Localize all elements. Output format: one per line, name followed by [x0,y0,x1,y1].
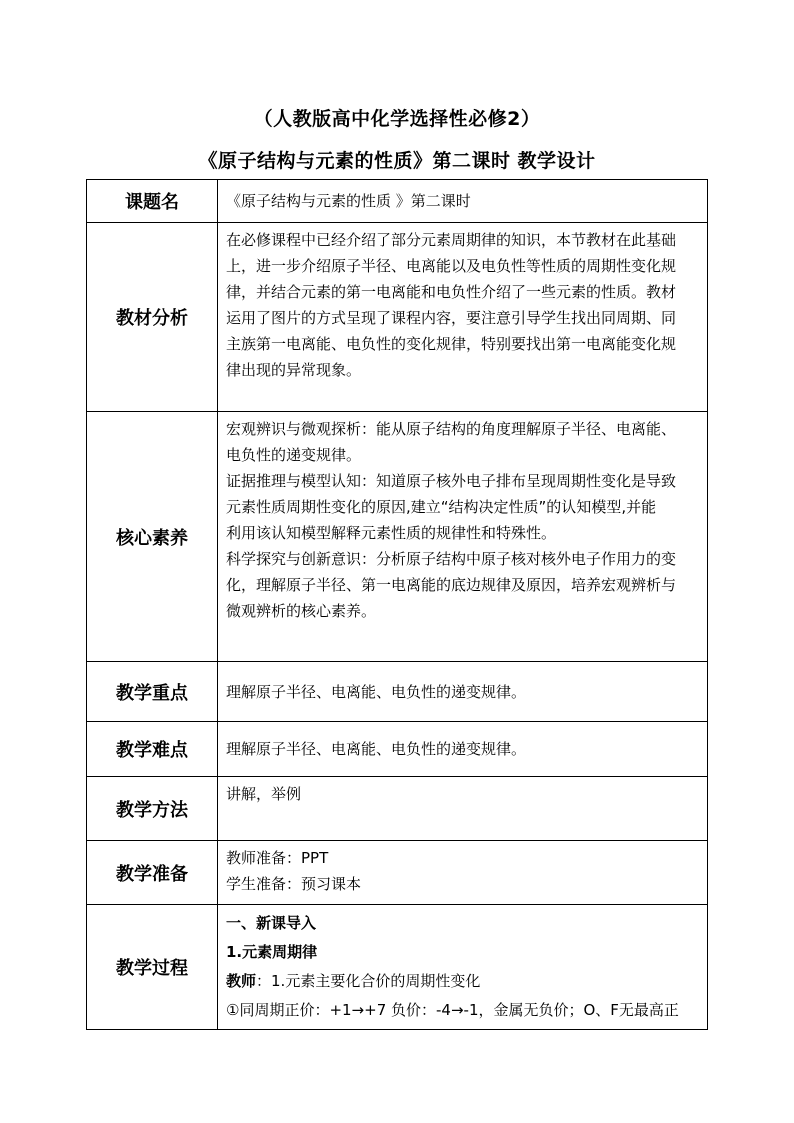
text-line: 上，进一步介绍原子半径、电离能以及电负性等性质的周期性变化规 [226,257,677,275]
teacher-prefix: 教师 [226,972,257,990]
text-line: 利用该认知模型解释元素性质的规律性和特殊性。 [226,524,557,542]
table-row-difficulties [87,722,708,777]
document-subtitle: （人教版高中化学选择性必修2） [253,108,541,130]
teacher-line-text: ：1.元素主要化合价的周期性变化 [256,972,481,990]
text-line: 在必修课程中已经介绍了部分元素周期律的知识，本节教材在此基础 [226,231,677,249]
difficulties-text: 理解原子半径、电离能、电负性的递变规律。 [218,722,708,777]
preparation-text [218,841,708,905]
text-line: 运用了图片的方式呈现了课程内容，要注意引导学生找出同周期、同 [226,309,677,327]
process-text [218,905,708,1030]
lesson-plan-table [86,179,708,1030]
text-line: 主族第一电离能、电负性的变化规律，特别要找出第一电离能变化规 [226,335,677,353]
text-line: 律，并结合元素的第一电离能和电负性介绍了一些元素的性质。教材 [226,283,677,301]
text-line: 宏观辨识与微观探析：能从原子结构的角度理解原子半径、电离能、 [226,420,677,438]
row-label-key-points: 教学重点 [87,662,218,722]
teacher-preparation: 教师准备：PPT [226,849,329,867]
text-line: 证据推理与模型认知：知道原子核外电子排布呈现周期性变化是导致 [226,472,677,490]
row-label-material-analysis: 教材分析 [87,223,218,412]
text-line: 元素性质周期性变化的原因,建立“结构决定性质”的认知模型,并能 [226,498,657,516]
teacher-line [226,967,701,996]
valence-line: ①同周期正价：+1→+7 负价：-4→-1，金属无负价；O、F无最高正 [226,1001,679,1019]
table-row-topic [87,180,708,223]
table-row-methods [87,777,708,841]
text-line: 微观辨析的核心素养。 [226,602,377,620]
row-label-core-literacy: 核心素养 [87,412,218,662]
text-line: 电负性的递变规律。 [226,446,362,464]
row-label-process: 教学过程 [87,905,218,1030]
row-label-difficulties: 教学难点 [87,722,218,777]
table-row-key-points [87,662,708,722]
row-label-preparation: 教学准备 [87,841,218,905]
row-label-topic: 课题名 [87,180,218,223]
text-line: 化，理解原子半径、第一电离能的底边规律及原因，培养宏观辨析与 [226,576,677,594]
document-title: 《原子结构与元素的性质》第二课时 教学设计 [198,150,596,172]
table-row-material-analysis [87,223,708,412]
student-preparation: 学生准备：预习课本 [226,875,362,893]
section-heading: 一、新课导入 [226,914,317,932]
methods-text: 讲解，举例 [218,777,708,841]
text-line: 科学探究与创新意识：分析原子结构中原子核对核外电子作用力的变 [226,550,677,568]
table-row-core-literacy [87,412,708,662]
core-literacy-text [218,412,708,662]
key-points-text: 理解原子半径、电离能、电负性的递变规律。 [218,662,708,722]
row-label-methods: 教学方法 [87,777,218,841]
topic-value: 《原子结构与元素的性质 》第二课时 [218,180,708,223]
subheading: 1.元素周期律 [226,943,318,961]
material-analysis-text [218,223,708,412]
table-row-process [87,905,708,1030]
table-row-preparation [87,841,708,905]
text-line: 律出现的异常现象。 [226,361,362,379]
